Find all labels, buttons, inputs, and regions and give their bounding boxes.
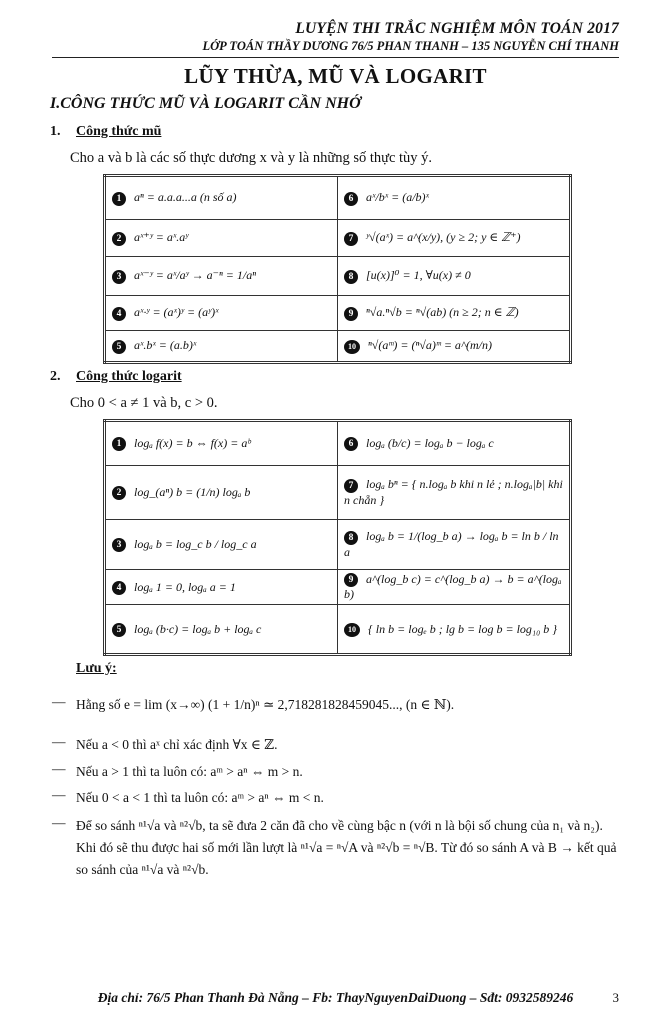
notes-title: Lưu ý: [76,661,117,676]
exp-formula-intro: Cho a và b là các số thực dương x và y là những số thực tùy ý. [70,150,433,166]
formula-cell: 7 ʸ√(aˣ) = a^(x/y), (y ≥ 2; y ∈ ℤ⁺) [338,220,571,257]
formula-cell: 6 logₐ (b/c) = logₐ b − logₐ c [338,421,571,466]
table-row [105,296,571,331]
number-2-icon: 2 [112,232,126,246]
footer-contact: Địa chỉ: 76/5 Phan Thanh Đà Nẵng – Fb: ThayNguyenDaiDuong – Sđt: 0932589246 [97,990,574,1005]
page-number: 3 [612,990,619,1005]
number-9-icon: 9 [344,573,358,587]
formula-cell: 8 [u(x)]⁰ = 1, ∀u(x) ≠ 0 [338,257,571,296]
log-formula-title: Công thức logarit [76,369,182,384]
note-item: — Để so sánh ⁿ¹√a và ⁿ²√b, ta sẽ đưa 2 căn đã cho về cùng bậc n (với n là bội số chung của n₁ và n₂). Khi đó sẽ thu được hai số mới lần lượt là ⁿ¹√a = ⁿ√A và ⁿ²√b = ⁿ√B. Từ đó so sánh A và B → kết quả so sánh của ⁿ¹√a và ⁿ²√b. [52,815,617,877]
dash-bullet: — [52,694,66,709]
number-6-icon: 6 [344,437,358,451]
number-3-icon: 3 [112,270,126,284]
log-formula-number: 2. [50,369,61,384]
formula-cell: 5 logₐ (b·c) = logₐ b + logₐ c [105,605,338,655]
log-formula-heading [50,369,182,385]
formula-cell: 9 a^(log_b c) = c^(log_b a) → b = a^(logₐ b) [338,570,571,605]
table-row [105,331,571,363]
table-row [105,176,571,220]
formula-cell: 3 aˣ⁻ʸ = aˣ/aʸ → a⁻ⁿ = 1/aⁿ [105,257,338,296]
note-item: — Nếu 0 < a < 1 thì ta luôn có: aᵐ > aⁿ ⇔ m < n. [52,787,324,805]
header-class-address: LỚP TOÁN THẦY DƯƠNG 76/5 PHAN THANH – 135 NGUYỄN CHÍ THANH [202,39,619,53]
exp-formula-heading [50,124,161,140]
formula-cell: 1 logₐ f(x) = b ⇔ f(x) = aᵇ [105,421,338,466]
log-formula-intro: Cho 0 < a ≠ 1 và b, c > 0. [70,395,218,411]
page-title: LŨY THỪA, MŨ VÀ LOGARIT [184,64,487,88]
number-4-icon: 4 [112,307,126,321]
number-3-icon: 3 [112,538,126,552]
formula-cell: 10 ⁿ√(aᵐ) = (ⁿ√a)ᵐ = a^(m/n) [338,331,571,363]
note-item: — Hằng số e = lim (x→∞) (1 + 1/n)ⁿ ≃ 2,718281828459045..., (n ∈ ℕ). [52,694,455,712]
formula-cell: 7 logₐ bⁿ = { n.logₐ b khi n lẻ ; n.logₐ|b| khi n chẵn } [338,466,571,520]
number-2-icon: 2 [112,486,126,500]
formula-cell: 6 aˣ/bˣ = (a/b)ˣ [338,176,571,220]
exp-formula-title: Công thức mũ [76,124,162,139]
formula-cell: 1 aⁿ = a.a.a...a (n số a) [105,176,338,220]
formula-cell: 10 { ln b = logₑ b ; lg b = log b = log₁₀ b } [338,605,571,655]
section-heading: I.CÔNG THỨC MŨ VÀ LOGARIT CẦN NHỚ [50,95,361,112]
exp-formula-number: 1. [50,124,61,139]
number-7-icon: 7 [344,479,358,493]
dash-bullet: — [52,734,66,749]
note-item: — Nếu a < 0 thì aˣ chỉ xác định ∀x ∈ ℤ. [52,734,278,752]
table-row [105,570,571,605]
dash-bullet: — [52,761,66,776]
number-6-icon: 6 [344,192,358,206]
formula-cell: 2 aˣ⁺ʸ = aˣ.aʸ [105,220,338,257]
number-10-icon: 10 [344,340,360,354]
number-5-icon: 5 [112,623,126,637]
number-9-icon: 9 [344,307,358,321]
table-row [105,605,571,655]
formula-cell: 8 logₐ b = 1/(log_b a) → logₐ b = ln b / ln a [338,520,571,570]
header-course-title: LUYỆN THI TRẮC NGHIỆM MÔN TOÁN 2017 [295,20,619,37]
table-row [105,257,571,296]
log-formula-table [103,419,572,656]
number-8-icon: 8 [344,270,358,284]
number-7-icon: 7 [344,232,358,246]
header-divider [52,57,619,58]
dash-bullet: — [52,787,66,802]
number-10-icon: 10 [344,623,360,637]
table-row [105,421,571,466]
formula-cell: 9 ⁿ√a.ⁿ√b = ⁿ√(ab) (n ≥ 2; n ∈ ℤ) [338,296,571,331]
number-1-icon: 1 [112,192,126,206]
number-1-icon: 1 [112,437,126,451]
dash-bullet: — [52,815,66,830]
table-row [105,220,571,257]
table-row [105,466,571,520]
number-5-icon: 5 [112,340,126,354]
number-8-icon: 8 [344,531,358,545]
table-row [105,520,571,570]
note-item: — Nếu a > 1 thì ta luôn có: aᵐ > aⁿ ⇔ m > n. [52,761,303,779]
formula-cell: 4 aˣ·ʸ = (aˣ)ʸ = (aʸ)ˣ [105,296,338,331]
formula-cell: 5 aˣ.bˣ = (a.b)ˣ [105,331,338,363]
formula-cell: 3 logₐ b = log_c b / log_c a [105,520,338,570]
formula-cell: 4 logₐ 1 = 0, logₐ a = 1 [105,570,338,605]
number-4-icon: 4 [112,581,126,595]
exp-formula-table [103,174,572,364]
formula-cell: 2 log_(aⁿ) b = (1/n) logₐ b [105,466,338,520]
